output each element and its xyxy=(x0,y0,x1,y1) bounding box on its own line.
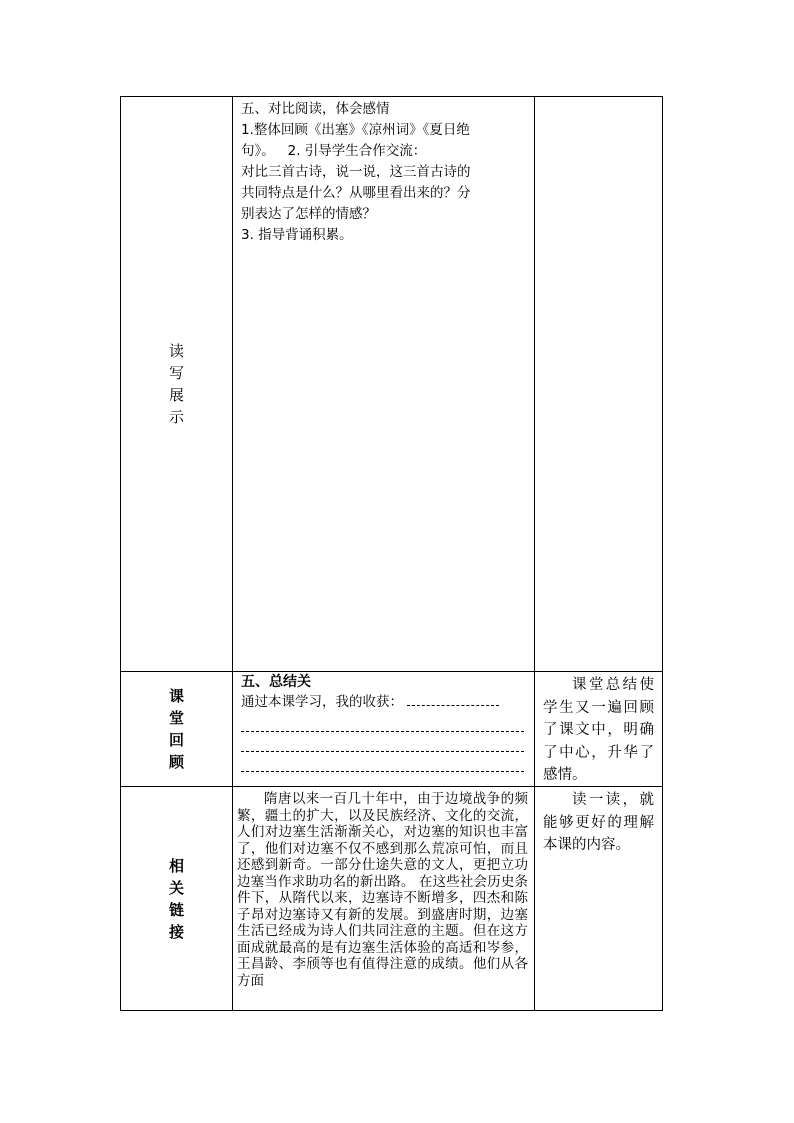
review-note xyxy=(535,672,662,786)
review-prompt: 通过本课学习，我的收获： xyxy=(241,694,403,710)
label-char: 回 xyxy=(168,731,184,749)
label-char: 关 xyxy=(168,878,184,897)
links-text-wrap xyxy=(233,787,534,1010)
reading-content xyxy=(233,97,534,671)
review-note-text: 课堂总结使学生又一遍回顾了课文中，明确了中心，升华了感情。 xyxy=(543,677,654,783)
reading-line: 五、对比阅读，体会感情 xyxy=(241,101,390,117)
label-char: 课 xyxy=(168,687,184,705)
review-prompt-line xyxy=(241,693,530,712)
label-char: 堂 xyxy=(168,709,184,727)
row-label-links xyxy=(121,787,232,1010)
answer-dotted-line xyxy=(407,693,499,706)
reading-line: 别表达了怎样的情感？ xyxy=(241,206,376,222)
answer-dotted-line xyxy=(241,752,524,772)
label-char: 顾 xyxy=(168,753,184,771)
reading-line: 句》。 2. 引导学生合作交流： xyxy=(241,143,427,159)
label-char: 相 xyxy=(168,856,184,875)
row-label-review xyxy=(121,672,232,786)
label-char: 读 xyxy=(168,342,184,360)
label-char: 示 xyxy=(168,408,184,426)
links-content xyxy=(233,787,534,1010)
label-char: 展 xyxy=(168,386,184,404)
label-char: 链 xyxy=(168,900,184,919)
label-char: 写 xyxy=(168,364,184,382)
answer-dotted-line xyxy=(241,712,524,732)
table-border-right xyxy=(662,96,663,1011)
answer-dotted-line xyxy=(241,732,524,752)
links-note xyxy=(535,787,662,1010)
lesson-plan-table xyxy=(120,96,663,1011)
reading-line: 共同特点是什么？从哪里看出来的？分 xyxy=(241,185,471,201)
table-border-bottom xyxy=(120,1010,663,1011)
label-pair xyxy=(169,384,184,406)
links-note-text: 读一读，就能够更好的理解本课的内容。 xyxy=(543,792,654,853)
row-label-reading xyxy=(121,97,232,671)
reading-line: 1.整体回顾《出塞》《凉州词》《夏日绝 xyxy=(241,122,470,138)
reading-line: 对比三首古诗，说一说，这三首古诗的 xyxy=(241,164,471,180)
label-char: 接 xyxy=(168,922,184,941)
review-heading: 五、总结关 xyxy=(241,674,311,690)
reading-note xyxy=(535,97,662,671)
reading-line: 3. 指导背诵积累。 xyxy=(241,227,353,243)
links-text: 隋唐以来一百几十年中，由于边境战争的频繁，疆土的扩大，以及民族经济、文化的交流，人们对边塞生活渐渐关心，对边塞的知识也丰富了，他们对边塞不仅不感到那么荒凉可怕，而且还感到新奇。一部分仕途失意的文人，更把立功边塞当作求助功名的新出路。 在这些社会历史条件下，从隋代以来，边塞诗不断增多，四杰和陈子昂对边塞诗又有新的发展。到盛唐时期，边塞生活已经成为诗人们共同注意的主题。但在这方面成就最高的是有边塞生活体验的高适和岑参，王昌龄、李颀等也有值得注意的成绩。他们从各方面 xyxy=(237,791,528,989)
review-content xyxy=(233,672,534,786)
